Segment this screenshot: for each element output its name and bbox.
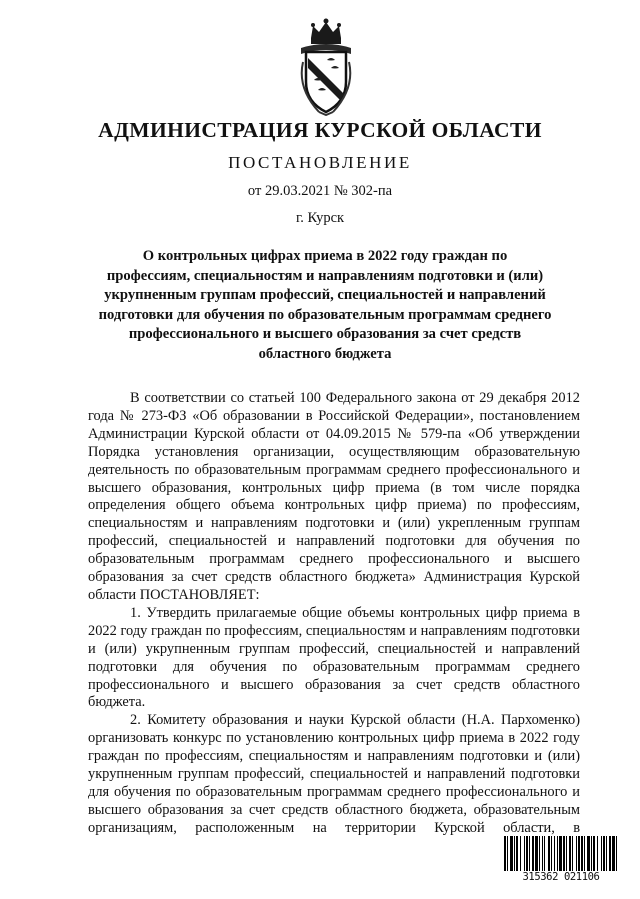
heading-line: профессионального и высшего образования за счет средств bbox=[128, 326, 522, 343]
document-body bbox=[88, 390, 580, 838]
heading-line: областного бюджета bbox=[258, 345, 392, 362]
coat-of-arms-icon bbox=[297, 18, 355, 116]
document-date-number: от 29.03.2021 № 302-па bbox=[247, 183, 393, 199]
heading-line: укрупненным группам профессий, специальностей и направлений bbox=[104, 287, 546, 304]
heading-line: О контрольных цифрах приема в 2022 году граждан по bbox=[142, 248, 508, 264]
barcode bbox=[503, 836, 619, 884]
organization-title: АДМИНИСТРАЦИЯ КУРСКОЙ ОБЛАСТИ bbox=[98, 118, 542, 142]
barcode-number: 315362 021106 bbox=[503, 871, 619, 883]
body-paragraph: 2. Комитету образования и науки Курской области (Н.А. Пархоменко) организовать конкурс по установлению контрольных цифр приема в 2022 году граждан по профессиям, специальностям и направлениям подготовки и (или) укрупненным группам профессий, специальностей и направлений подготовки для обучения по образовательным программам среднего профессионального и высшего образования за счет средств областного бюджета, образовательным организациям, расположенным на территории Курской области, в bbox=[88, 712, 580, 836]
document-type: ПОСТАНОВЛЕНИЕ bbox=[228, 153, 412, 172]
document-place: г. Курск bbox=[295, 210, 345, 226]
document-heading bbox=[70, 247, 580, 365]
heading-line: подготовки для обучения по образовательным программам среднего bbox=[98, 306, 552, 323]
heading-line: профессиям, специальностям и направлениям подготовки и (или) bbox=[106, 267, 544, 284]
body-paragraph: В соответствии со статьей 100 Федерального закона от 29 декабря 2012 года № 273-ФЗ «Об образовании в Российской Федерации», постановлением Администрации Курской области от 04.09.2015 № 579-па «Об утверждении Порядка установления организации, осуществляющим образовательную деятельность по образовательным программам среднего профессионального и высшего образования, контрольных цифр приема (в том числе порядка определения общего объема контрольных цифр приема) по профессиям, специальностям и направлениям подготовки и (или) укрепленным группам профессий, специальностей и направлений подготовки для обучения по образовательным программам среднего профессионального и высшего образования за счет средств областного бюджета» Администрация Курской области ПОСТАНОВЛЯЕТ: bbox=[88, 390, 580, 603]
body-paragraph: 1. Утвердить прилагаемые общие объемы контрольных цифр приема в 2022 году граждан по профессиям, специальностям и направлениям подготовки и (или) укрупненным группам профессий, специальностей и направлений подготовки для обучения по образовательным программам среднего профессионального и высшего образования за счет средств областного бюджета. bbox=[88, 604, 580, 711]
barcode-bars bbox=[503, 836, 619, 872]
